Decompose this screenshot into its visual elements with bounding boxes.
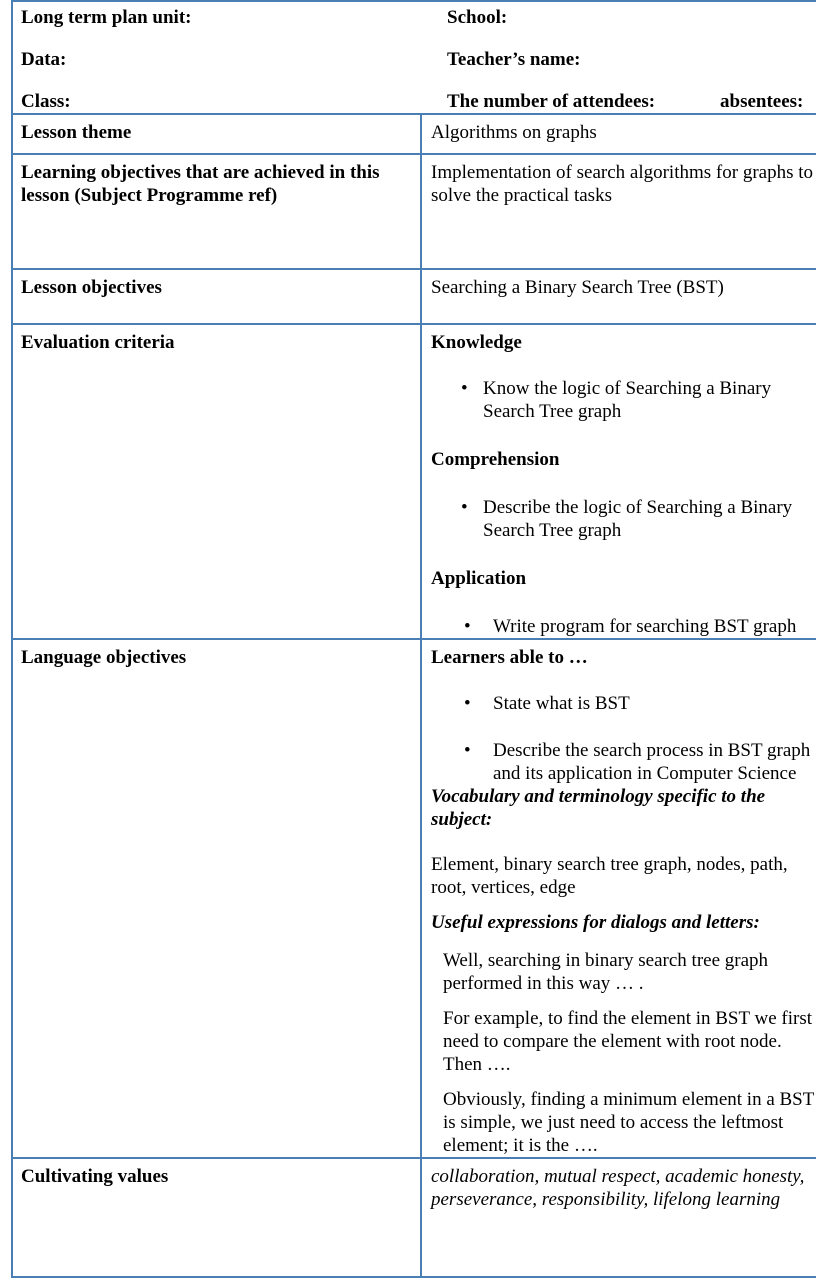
- header-row: [12, 1, 816, 114]
- cultivating-values-label: Cultivating values: [12, 1158, 421, 1277]
- learning-objectives-row: [12, 154, 816, 269]
- long-term-plan-unit-label: Long term plan unit:: [21, 7, 192, 28]
- lesson-theme-value: Algorithms on graphs: [421, 114, 816, 154]
- cultivating-values-value: collaboration, mutual respect, academic honesty, perseverance, responsibility, lifelong learning: [421, 1158, 816, 1277]
- expression-2: For example, to find the element in BST we first need to compare the element with root node. Then ….: [443, 1008, 813, 1075]
- language-objectives-row: [12, 639, 816, 1158]
- learning-objectives-label: Learning objectives that are achieved in this lesson (Subject Programme ref): [12, 154, 421, 269]
- vocabulary-heading: Vocabulary and terminology specific to the subject:: [431, 786, 766, 830]
- comprehension-list: [431, 496, 816, 542]
- comprehension-heading: Comprehension: [431, 449, 560, 470]
- learners-item-2: • Describe the search process in BST graph and its application in Computer Science: [431, 739, 816, 785]
- learners-heading: Learners able to …: [431, 647, 588, 668]
- evaluation-criteria-value: [421, 324, 816, 639]
- learning-objectives-value: Implementation of search algorithms for graphs to solve the practical tasks: [421, 154, 816, 269]
- lesson-plan-table: [11, 0, 816, 1278]
- vocabulary-text: Element, binary search tree graph, nodes, path, root, vertices, edge: [431, 854, 788, 898]
- expression-1: Well, searching in binary search tree graph performed in this way … .: [443, 950, 769, 994]
- application-heading: Application: [431, 568, 527, 589]
- application-list: [431, 615, 816, 638]
- language-objectives-label: Language objectives: [12, 639, 421, 1158]
- teacher-name-label: Teacher’s name:: [447, 49, 581, 70]
- expression-3: Obviously, finding a minimum element in a BST is simple, we just need to access the leftmost element; it is the ….: [443, 1089, 815, 1156]
- lesson-objectives-value: Searching a Binary Search Tree (BST): [421, 269, 816, 324]
- knowledge-list: [431, 377, 816, 423]
- data-label: Data:: [21, 49, 67, 70]
- learners-item-1: • State what is BST: [431, 692, 816, 715]
- application-item: • Write program for searching BST graph: [431, 615, 816, 638]
- lesson-theme-row: [12, 114, 816, 154]
- language-objectives-value: [421, 639, 816, 1158]
- school-label: School:: [447, 7, 508, 28]
- lesson-objectives-row: [12, 269, 816, 324]
- absentees-label: absentees:: [720, 91, 804, 112]
- learners-list: [431, 692, 816, 785]
- cultivating-values-row: [12, 1158, 816, 1277]
- expressions-heading: Useful expressions for dialogs and letters:: [431, 912, 760, 933]
- lesson-theme-label: Lesson theme: [12, 114, 421, 154]
- attendees-label: The number of attendees:: [447, 91, 656, 112]
- comprehension-item: • Describe the logic of Searching a Binary Search Tree graph: [431, 496, 816, 542]
- class-label: Class:: [21, 91, 71, 112]
- knowledge-item: • Know the logic of Searching a Binary Search Tree graph: [431, 377, 816, 423]
- knowledge-heading: Knowledge: [431, 332, 522, 353]
- lesson-plan-document: [11, 0, 816, 1278]
- lesson-objectives-label: Lesson objectives: [12, 269, 421, 324]
- evaluation-criteria-row: [12, 324, 816, 639]
- header-cell: [12, 1, 816, 114]
- evaluation-criteria-label: Evaluation criteria: [12, 324, 421, 639]
